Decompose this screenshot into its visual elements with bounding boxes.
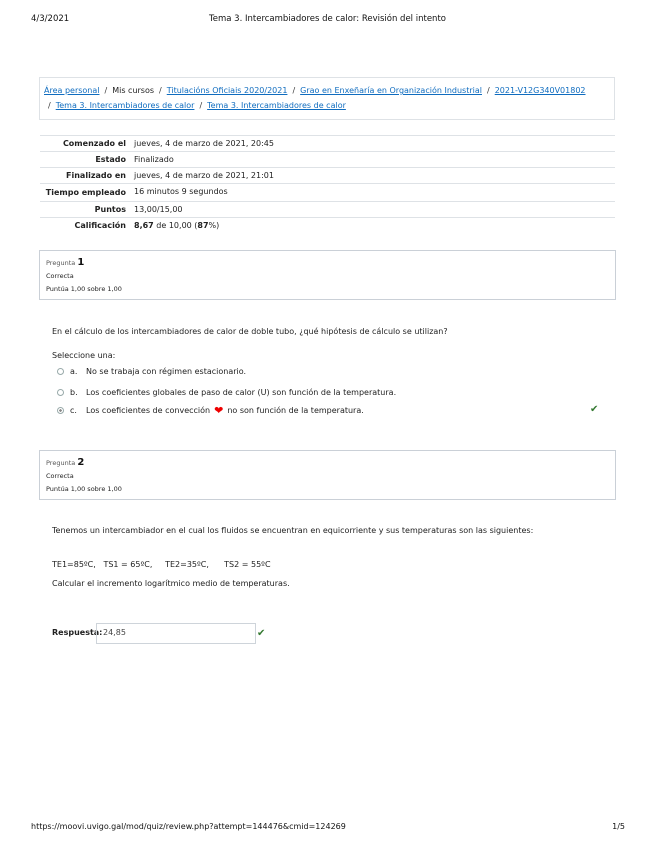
- print-date: 4/3/2021: [31, 14, 70, 24]
- breadcrumb-grao[interactable]: Grao en Enxeñaría en Organización Industrial: [300, 86, 482, 95]
- option-c-radio[interactable]: [57, 407, 64, 414]
- breadcrumb: Área personal / Mis cursos / Titulacións Oficiais 2020/2021 / Grao en Enxeñaría en Organización Industrial / 2021-V12G340V01802 / Tema 3. Intercambiadores de calor / Tema 3. Intercambiadores de calor: [39, 77, 615, 120]
- answer-input[interactable]: 24,85: [96, 623, 256, 644]
- question-2-temperatures: TE1=85ºC, TS1 = 65ºC, TE2=35ºC, TS2 = 55ºC: [52, 560, 271, 569]
- question-1-text: En el cálculo de los intercambiadores de calor de doble tubo, ¿qué hipótesis de cálculo se utilizan?: [52, 327, 448, 336]
- print-page-number: 1/5: [612, 822, 625, 831]
- heart-icon: ❤: [214, 403, 224, 417]
- option-a-radio[interactable]: [57, 368, 64, 375]
- option-b-letter: b.: [70, 388, 78, 397]
- print-url: https://moovi.uvigo.gal/mod/quiz/review.php?attempt=144476&cmid=124269: [31, 822, 346, 831]
- print-title: Tema 3. Intercambiadores de calor: Revisión del intento: [209, 14, 446, 24]
- correct-check-icon: ✔: [590, 404, 599, 415]
- question-2-number: Pregunta 2: [46, 457, 85, 468]
- grade-number: 8,67: [134, 221, 154, 230]
- question-2-score: Puntúa 1,00 sobre 1,00: [46, 485, 122, 493]
- breadcrumb-titulacions[interactable]: Titulacións Oficiais 2020/2021: [166, 86, 288, 95]
- option-b[interactable]: [57, 388, 396, 397]
- grade-label: Calificación: [40, 218, 131, 234]
- grade-value: [131, 218, 615, 234]
- option-b-text: Los coeficientes globales de paso de calor (U) son función de la temperatura.: [86, 388, 397, 397]
- finished-value: jueves, 4 de marzo de 2021, 21:01: [131, 168, 615, 184]
- answer-label: Respuesta:: [52, 628, 103, 637]
- time-label: Tiempo empleado: [40, 184, 131, 202]
- question-1-score: Puntúa 1,00 sobre 1,00: [46, 285, 122, 293]
- question-2-status: Correcta: [46, 472, 74, 480]
- breadcrumb-tema-quiz[interactable]: Tema 3. Intercambiadores de calor: [207, 101, 346, 110]
- option-c-text-after: no son función de la temperatura.: [227, 406, 364, 415]
- breadcrumb-course-code[interactable]: 2021-V12G340V01802: [494, 86, 586, 95]
- question-1-info: [39, 250, 616, 300]
- state-label: Estado: [40, 152, 131, 168]
- started-label: Comenzado el: [40, 136, 131, 152]
- option-c-text-before: Los coeficientes de convección: [86, 406, 211, 415]
- option-a-letter: a.: [70, 367, 78, 376]
- select-one-label: Seleccione una:: [52, 351, 116, 360]
- question-1-number: Pregunta 1: [46, 257, 85, 268]
- option-c[interactable]: [57, 403, 364, 417]
- question-2-text: Tenemos un intercambiador en el cual los fluidos se encuentran en equicorriente y sus temperaturas son las siguientes:: [52, 526, 534, 535]
- time-value: 16 minutos 9 segundos: [131, 184, 615, 202]
- option-a-text: No se trabaja con régimen estacionario.: [86, 367, 247, 376]
- finished-label: Finalizado en: [40, 168, 131, 184]
- grade-end: %): [208, 221, 220, 230]
- breadcrumb-area-personal[interactable]: Área personal: [44, 86, 100, 95]
- answer-correct-check-icon: ✔: [257, 628, 266, 639]
- state-value: Finalizado: [131, 152, 615, 168]
- breadcrumb-tema-section[interactable]: Tema 3. Intercambiadores de calor: [55, 101, 195, 110]
- grade-percent: 87: [197, 221, 209, 230]
- option-b-radio[interactable]: [57, 389, 64, 396]
- question-1-status: Correcta: [46, 272, 74, 280]
- option-c-letter: c.: [70, 406, 77, 415]
- points-value: 13,00/15,00: [131, 202, 615, 218]
- attempt-summary: [40, 135, 615, 233]
- option-a[interactable]: [57, 367, 246, 376]
- started-value: jueves, 4 de marzo de 2021, 20:45: [131, 136, 615, 152]
- grade-mid: de 10,00 (: [156, 221, 198, 230]
- breadcrumb-mis-cursos: Mis cursos: [112, 86, 155, 95]
- points-label: Puntos: [40, 202, 131, 218]
- question-2-prompt: Calcular el incremento logarítmico medio de temperaturas.: [52, 579, 290, 588]
- question-2-info: [39, 450, 616, 500]
